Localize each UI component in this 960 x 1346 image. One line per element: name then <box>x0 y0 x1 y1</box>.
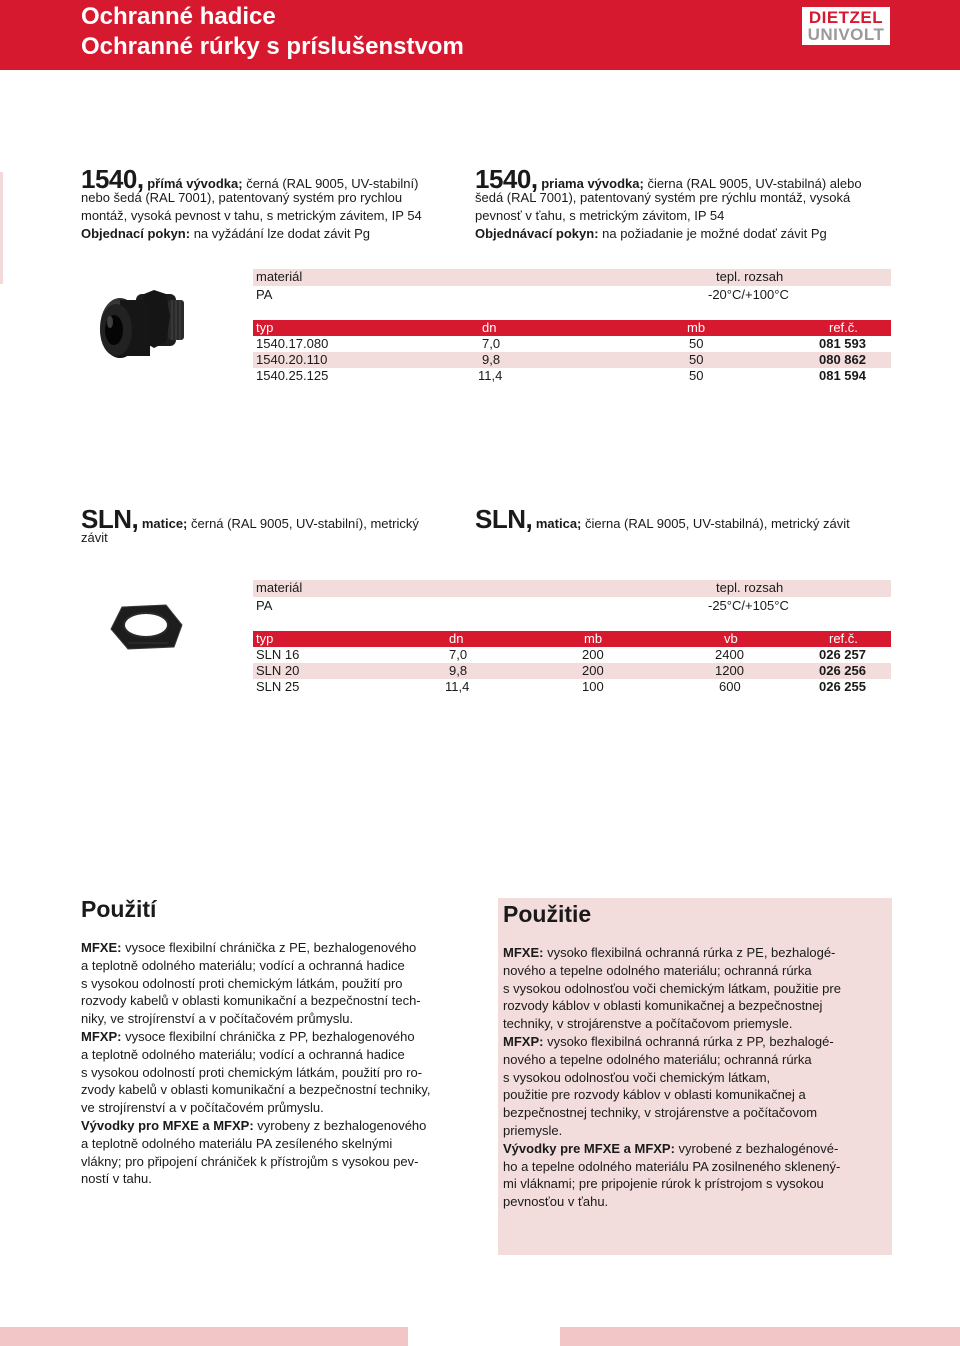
order-text: na požiadanie je možné dodať závit Pg <box>602 226 827 241</box>
usage-line <box>81 1170 481 1188</box>
table-row <box>253 352 891 368</box>
usage-line-text: pevnosťou v ťahu. <box>503 1194 609 1210</box>
cell-typ: 1540.20.110 <box>256 352 328 367</box>
material-header-row <box>253 269 891 286</box>
product-code: 1540, <box>81 164 144 194</box>
usage-line <box>81 939 481 957</box>
product-code: 1540, <box>475 164 538 194</box>
cell-ref: 081 594 <box>819 368 866 383</box>
usage-line <box>503 1015 889 1033</box>
cell-ref: 026 255 <box>819 679 866 694</box>
cell-typ: SLN 16 <box>256 647 300 662</box>
usage-text-cz <box>81 939 481 1188</box>
table-row <box>253 336 891 352</box>
cell-ref: 081 593 <box>819 336 866 351</box>
col-header-mb: mb <box>687 320 706 335</box>
usage-line-text: rozvody káblov v oblasti komunikačnej a bezpečnostnej <box>503 998 823 1014</box>
margin-marker <box>0 172 3 284</box>
product-desc-line: černá (RAL 9005, UV-stabilní) <box>246 176 419 191</box>
table-row <box>253 679 891 695</box>
usage-line <box>503 997 889 1015</box>
usage-line <box>503 962 889 980</box>
usage-line <box>81 957 481 975</box>
col-header-dn: dn <box>449 631 464 646</box>
usage-line-text: a teplotně odolného materiálu PA zesíleného skelnými <box>81 1135 393 1151</box>
product-desc-line: šedá (RAL 7001), patentovaný systém pre rýchlu montáž, vysoká <box>475 190 851 205</box>
product-code: SLN, <box>475 504 533 534</box>
usage-line-text: zvody kabelů v oblasti komunikační a bezpečnostní techniky, <box>81 1082 431 1098</box>
usage-line-text: vysoce flexibilní chránička z PE, bezhalogenového <box>121 940 417 955</box>
usage-line <box>81 1081 481 1099</box>
usage-line-text: vysoko flexibilná ochranná rúrka z PE, bezhalogé- <box>543 945 836 960</box>
temp-value: -25°C/+105°C <box>708 598 789 613</box>
cell-typ: 1540.17.080 <box>256 336 329 351</box>
page-title-sk: Ochranné rúrky s príslušenstvom <box>81 33 464 60</box>
usage-line <box>81 1064 481 1082</box>
usage-line-text: vysoce flexibilní chránička z PP, bezhalogenového <box>121 1028 415 1044</box>
cell-dn: 9,8 <box>482 352 501 367</box>
temp-label: tepl. rozsah <box>716 269 784 284</box>
product-desc-line: černá (RAL 9005, UV-stabilní), metrický <box>191 516 419 531</box>
table-header-row <box>253 631 891 647</box>
material-label: materiál <box>256 580 303 595</box>
product-1540-table <box>253 269 891 384</box>
cell-dn: 11,4 <box>478 368 503 383</box>
usage-line-text: vlákny; pro připojení chrániček k přístrojům s vysokou pev- <box>81 1153 419 1169</box>
product-desc-line: montáž, vysoká pevnost v tahu, s metrickým závitem, IP 54 <box>81 208 422 223</box>
usage-line-text: priemysle. <box>503 1122 563 1138</box>
cell-typ: SLN 20 <box>256 663 300 678</box>
material-label: materiál <box>256 269 303 284</box>
product-subtitle: matica; <box>535 516 582 531</box>
cell-vb: 600 <box>719 679 741 694</box>
material-value: PA <box>256 287 273 302</box>
usage-line <box>81 1010 481 1028</box>
product-1540-sk <box>475 164 895 243</box>
product-sln-table <box>253 580 891 695</box>
usage-line <box>81 1135 481 1153</box>
cell-mb: 200 <box>582 647 604 662</box>
usage-title-sk: Použitie <box>503 901 592 927</box>
usage-line <box>503 1086 889 1104</box>
order-text: na vyžádání lze dodat závit Pg <box>193 226 371 241</box>
footer-stripe-right <box>560 1327 960 1346</box>
cell-ref: 026 257 <box>819 647 866 662</box>
usage-line <box>503 1158 889 1176</box>
usage-line-text: ve strojírenství a v počítačovém průmyslu. <box>81 1100 324 1116</box>
product-sln-cz <box>81 504 471 547</box>
usage-line <box>81 1117 481 1135</box>
usage-line-text: vyrobené z bezhalogénové- <box>674 1140 839 1156</box>
col-header-vb: vb <box>724 631 738 646</box>
product-desc-line: závit <box>81 530 108 545</box>
order-label: Objednací pokyn: <box>81 226 191 241</box>
product-desc-line: čierna (RAL 9005, UV-stabilná), metrický závit <box>585 516 850 531</box>
cable-gland-image <box>96 286 190 374</box>
table-header-row <box>253 320 891 336</box>
usage-line-text: nového a tepelne odolného materiálu; ochranná rúrka <box>503 962 812 978</box>
usage-line <box>503 1122 889 1140</box>
cell-dn: 7,0 <box>449 647 468 662</box>
usage-line <box>503 1051 889 1069</box>
col-header-typ: typ <box>256 631 274 646</box>
usage-line-text: vyrobeny z bezhalogenového <box>253 1117 427 1133</box>
col-header-ref: ref.č. <box>829 320 858 335</box>
usage-line-text: vysoko flexibilná ochranná rúrka z PP, bezhalogé- <box>543 1033 834 1049</box>
cell-mb: 50 <box>689 368 704 383</box>
usage-line <box>503 1033 889 1051</box>
page-title-cz: Ochranné hadice <box>81 3 276 30</box>
cell-mb: 50 <box>689 336 704 351</box>
logo-text-top: DIETZEL <box>808 8 884 27</box>
cell-mb: 200 <box>582 663 604 678</box>
usage-line-text: nového a tepelne odolného materiálu; ochranná rúrka <box>503 1051 812 1067</box>
cell-typ: SLN 25 <box>256 679 300 694</box>
usage-line-text: s vysokou odolností proti chemickým látkám, použití pro <box>81 975 403 991</box>
cell-dn: 11,4 <box>445 679 470 694</box>
usage-line-lead: Vývodky pro MFXE a MFXP: <box>81 1117 254 1133</box>
usage-line-text: techniky, v strojárenstve a počítačovom priemysle. <box>503 1016 793 1032</box>
col-header-dn: dn <box>482 320 497 335</box>
cell-vb: 1200 <box>715 663 744 678</box>
usage-line-text: ho a tepelne odolného materiálu PA zosilneného sklenený- <box>503 1158 841 1174</box>
product-code: SLN, <box>81 504 139 534</box>
table-row <box>253 368 891 384</box>
order-label: Objednávací pokyn: <box>475 226 599 241</box>
usage-line <box>81 992 481 1010</box>
usage-line-text: bezpečnostnej techniky, v strojárenstve a počítačovom <box>503 1105 818 1121</box>
table-row <box>253 647 891 663</box>
material-value-row <box>253 597 891 615</box>
temp-value: -20°C/+100°C <box>708 287 789 302</box>
table-row <box>253 663 891 679</box>
usage-line <box>81 1099 481 1117</box>
cell-vb: 2400 <box>715 647 744 662</box>
cell-mb: 50 <box>689 352 704 367</box>
col-header-mb: mb <box>584 631 603 646</box>
material-value: PA <box>256 598 273 613</box>
product-desc-line: čierna (RAL 9005, UV-stabilná) alebo <box>647 176 862 191</box>
col-header-ref: ref.č. <box>829 631 858 646</box>
usage-line <box>81 1028 481 1046</box>
cell-ref: 026 256 <box>819 663 866 678</box>
cell-ref: 080 862 <box>819 352 866 367</box>
usage-line-lead: MFXE: <box>81 940 122 955</box>
usage-line-lead: MFXP: <box>81 1028 122 1044</box>
brand-logo <box>802 7 890 45</box>
material-value-row <box>253 286 891 304</box>
usage-line-text: s vysokou odolností proti chemickým látkám, použití pro ro- <box>81 1064 423 1080</box>
usage-text-sk <box>503 944 889 1211</box>
usage-line-lead: Vývodky pre MFXE a MFXP: <box>503 1140 675 1156</box>
usage-line <box>503 1069 889 1087</box>
usage-line-lead: MFXE: <box>503 945 544 960</box>
usage-line <box>81 1153 481 1171</box>
usage-line <box>503 980 889 998</box>
product-sln-sk <box>475 504 895 534</box>
usage-line <box>503 1104 889 1122</box>
product-desc-line: nebo šedá (RAL 7001), patentovaný systém pro rychlou <box>81 190 403 205</box>
usage-line-text: rozvody kabelů v oblasti komunikační a bezpečnostní tech- <box>81 993 421 1009</box>
material-header-row <box>253 580 891 597</box>
cell-typ: 1540.25.125 <box>256 368 329 383</box>
temp-label: tepl. rozsah <box>716 580 784 595</box>
usage-line-text: a teplotně odolného materiálu; vodící a ochranná hadice <box>81 957 405 973</box>
product-subtitle: matice; <box>141 516 188 531</box>
usage-line-text: s vysokou odolnosťou voči chemickým látkam, <box>503 1069 771 1085</box>
usage-line-lead: MFXP: <box>503 1033 544 1049</box>
usage-line-text: s vysokou odolnosťou voči chemickým látkam, použitie pre <box>503 980 841 996</box>
lock-nut-image <box>108 603 184 651</box>
usage-line-text: mi vláknami; pre pripojenie rúrok k prístrojom s vysokou <box>503 1176 824 1192</box>
usage-title-cz: Použití <box>81 896 157 922</box>
usage-line-text: použitie pre rozvody káblov v oblasti komunikačnej a <box>503 1087 806 1103</box>
usage-line <box>503 944 889 962</box>
usage-line <box>81 975 481 993</box>
usage-line <box>503 1175 889 1193</box>
product-1540-cz <box>81 164 471 243</box>
usage-line <box>503 1193 889 1211</box>
col-header-typ: typ <box>256 320 274 335</box>
logo-text-bottom: UNIVOLT <box>807 25 885 44</box>
product-subtitle: přímá vývodka; <box>147 176 243 191</box>
usage-line <box>503 1140 889 1158</box>
usage-line-text: a teplotně odolného materiálu; vodící a ochranná hadice <box>81 1046 405 1062</box>
product-desc-line: pevnosť v ťahu, s metrickým závitom, IP 54 <box>475 208 725 223</box>
cell-dn: 9,8 <box>449 663 468 678</box>
cell-dn: 7,0 <box>482 336 501 351</box>
cell-mb: 100 <box>582 679 604 694</box>
footer-stripe-left <box>0 1327 408 1346</box>
product-subtitle: priama vývodka; <box>541 176 644 191</box>
usage-line-text: ností v tahu. <box>81 1171 152 1187</box>
usage-line-text: niky, ve strojírenství a v počítačovém průmyslu. <box>81 1011 354 1027</box>
usage-line <box>81 1046 481 1064</box>
